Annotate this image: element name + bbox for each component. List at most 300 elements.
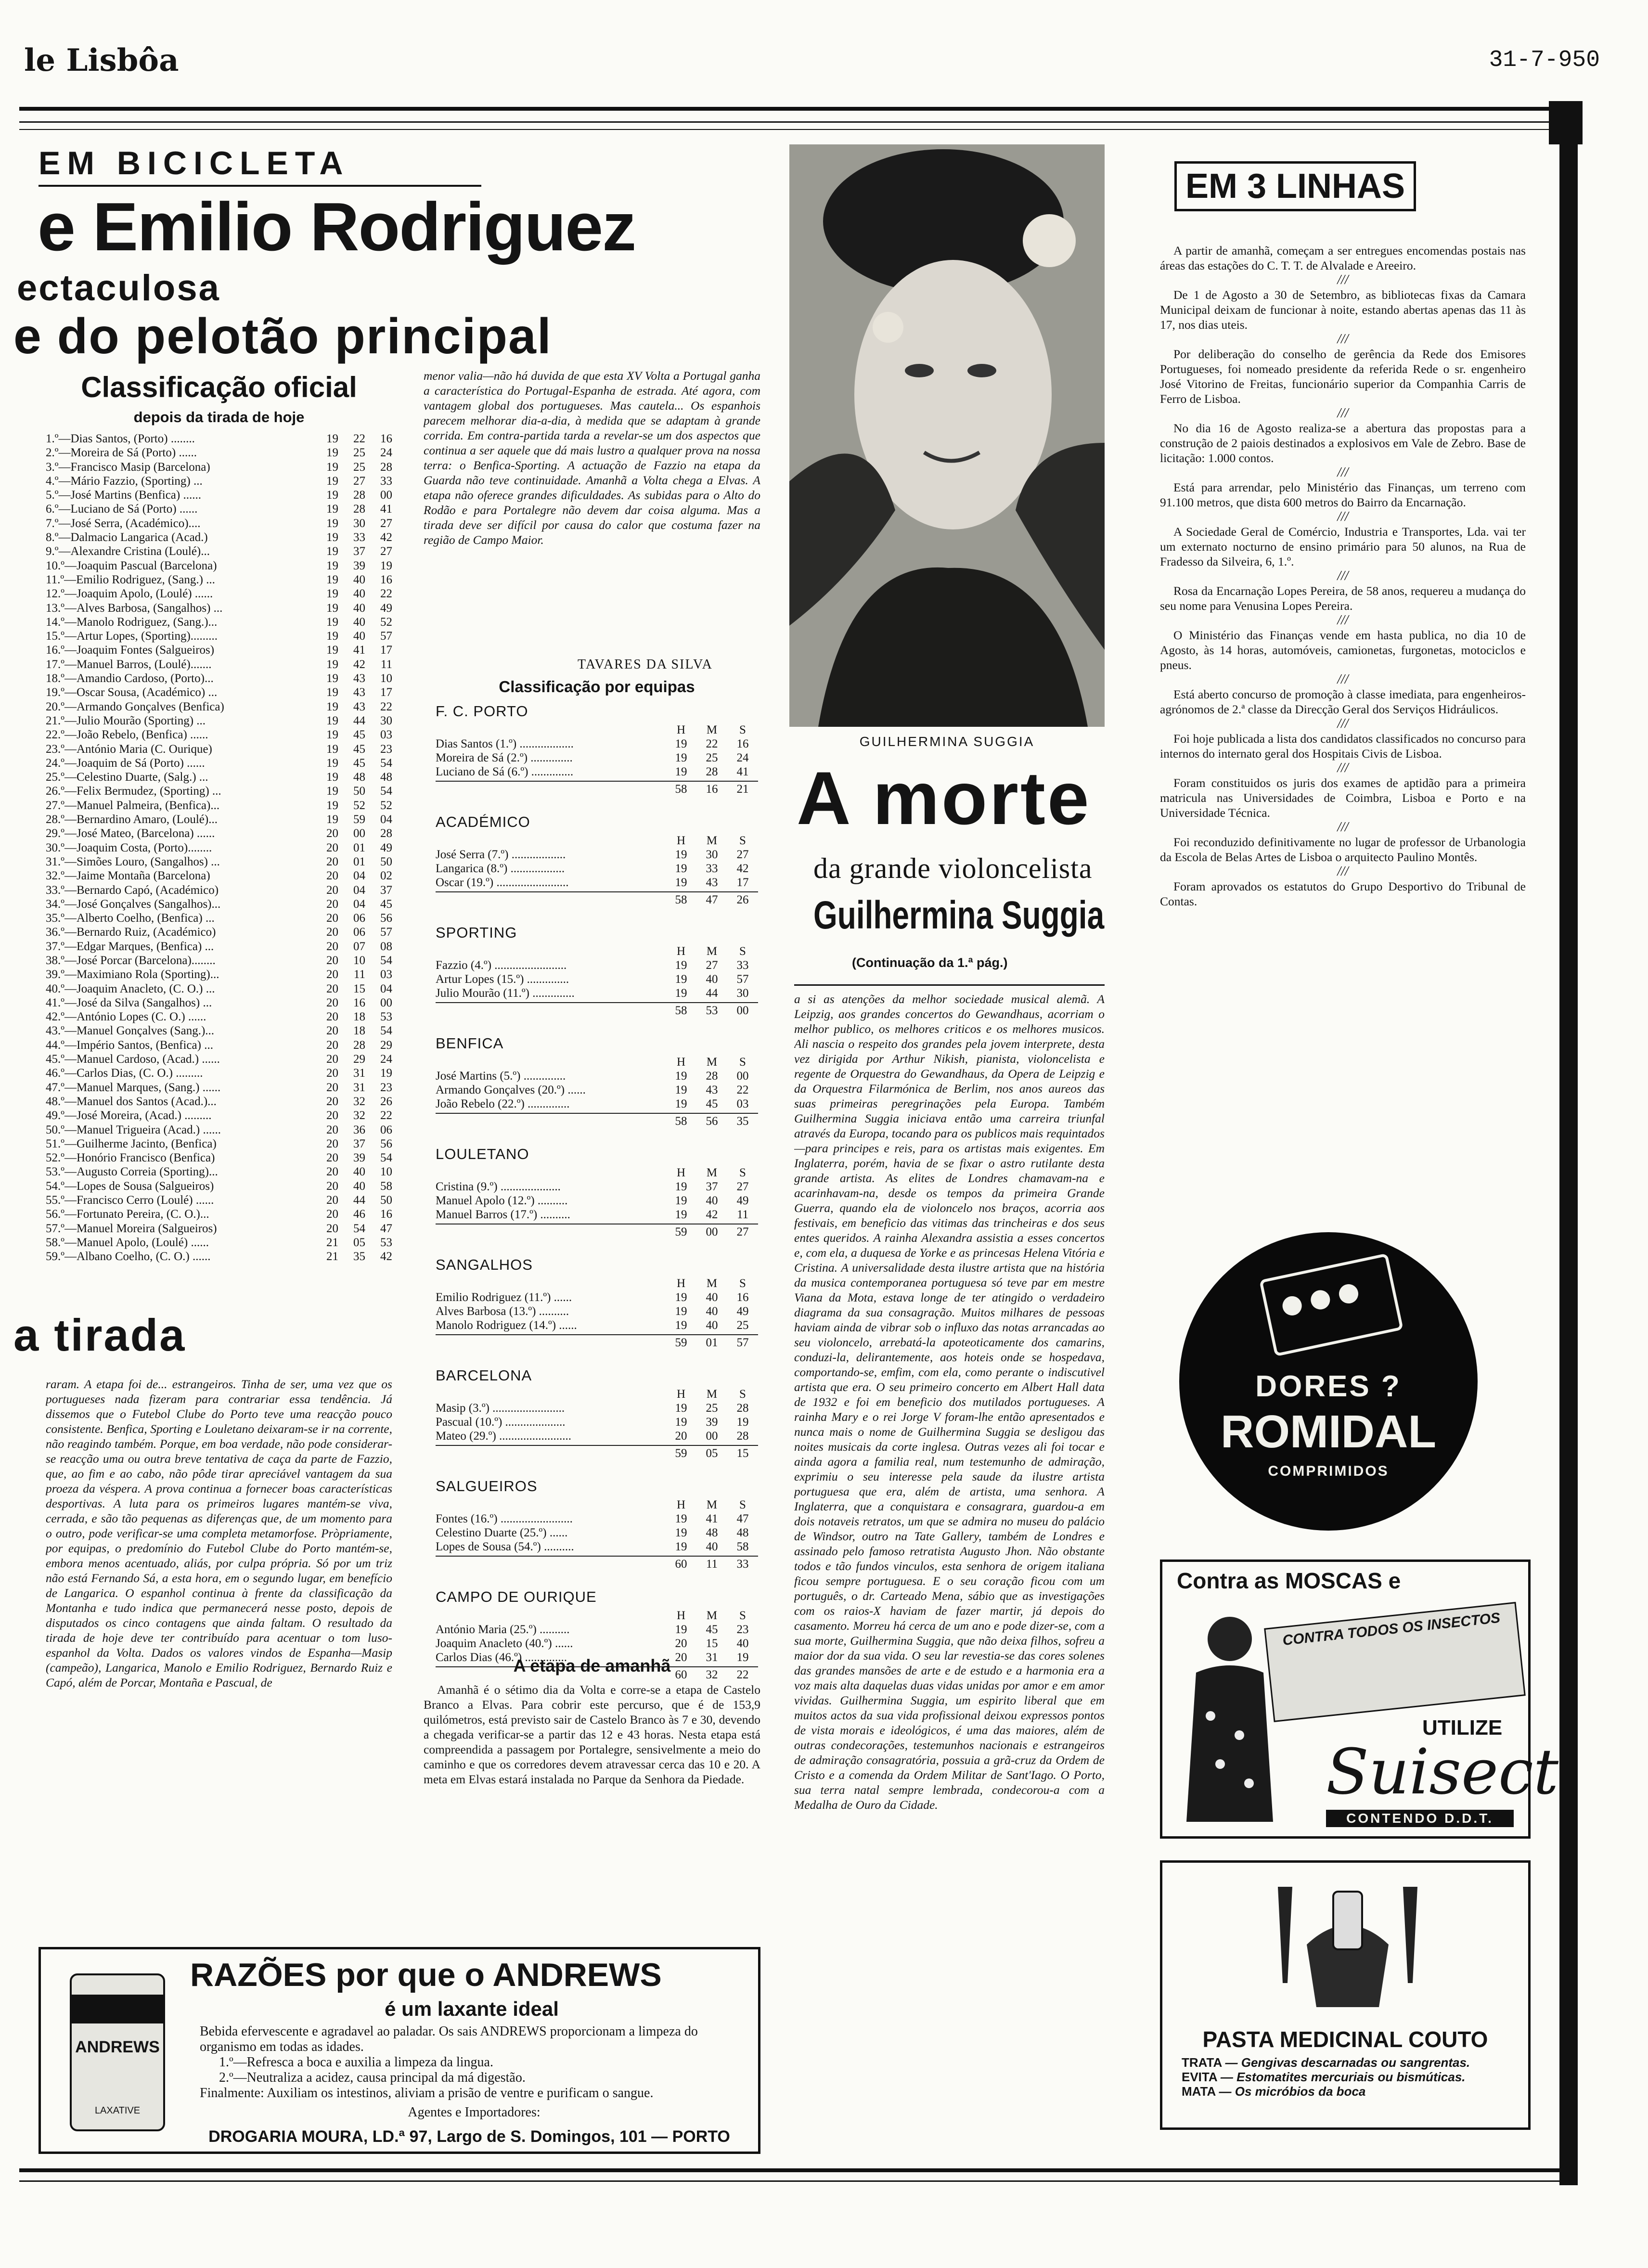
team-rider-time: 16 — [736, 737, 749, 750]
classification-row — [46, 1038, 392, 1052]
header-rule-thin2 — [19, 129, 1559, 130]
rider-time-h: 19 — [326, 432, 338, 445]
team-rider-time: 57 — [736, 973, 749, 986]
news-item: Foram aprovados os estatutos do Grupo Desportivo do Tribunal de Contas. — [1160, 879, 1526, 908]
rider-time-s: 16 — [380, 432, 392, 445]
team-rider-row — [436, 1429, 758, 1443]
team-block — [436, 1035, 758, 1129]
hms-label: S — [739, 1166, 746, 1179]
rider-time-m: 11 — [353, 968, 365, 981]
team-rider-time: 19 — [675, 1208, 687, 1221]
team-rider-time: 40 — [736, 1637, 749, 1650]
rider-time-s: 53 — [380, 1236, 392, 1249]
romidal-question: DORES ? — [1255, 1370, 1402, 1403]
team-total: 59 — [675, 1447, 687, 1460]
rider-time-m: 07 — [353, 940, 365, 953]
team-rider-time: 25 — [706, 1402, 718, 1415]
rider-name: 18.º—Amandio Cardoso, (Porto)... — [46, 672, 214, 685]
classification-row — [46, 756, 392, 770]
rider-time-s: 50 — [380, 1194, 392, 1207]
item-separator: /// — [1337, 272, 1349, 287]
team-rider-time: 19 — [736, 1651, 749, 1664]
classification-row — [46, 1066, 392, 1080]
team-name: F. C. PORTO — [436, 703, 528, 720]
news-item: A Sociedade Geral de Comércio, Industria e Transportes, Lda. vai ter um externato nocturno de ensino primário para 50 alunos, na Rua de Fradesso da Silveira, 6, 1.º. — [1160, 525, 1526, 568]
rider-time-s: 56 — [380, 912, 392, 925]
team-rider-time: 20 — [675, 1637, 687, 1650]
rider-time-s: 47 — [380, 1222, 392, 1235]
hms-label: S — [739, 1277, 746, 1290]
team-total-row — [436, 781, 758, 797]
team-rider-time: 31 — [706, 1651, 718, 1664]
suisect-ad — [1160, 1559, 1559, 1839]
etapa-text: Amanhã é o sétimo dia da Volta e corre-se a etapa de Castelo Branco a Elvas. Para cobrir este percurso, que é de 153,9 quilómetros, está previsto sair de Castelo Branco às 7 e 30, devendo a chegada verificar-se a partir das 12 e 43 horas. Nesta etapa está compreendida a passagem por Portalegre, sensivelmente a meio do caminho e que os corredores devem atravessar cerca das 10 e 20. A meta em Elvas estará instalada no Parque da Senhora da Piedade. — [424, 1683, 760, 1786]
suggia-sub: da grande violoncelista — [813, 852, 1093, 884]
sport-headline: e Emilio Rodriguez — [38, 189, 636, 265]
rider-time-m: 45 — [353, 728, 365, 742]
item-separator: /// — [1337, 465, 1349, 480]
team-rider-row — [436, 848, 758, 862]
rider-time-h: 19 — [326, 460, 338, 474]
team-total: 56 — [706, 1115, 718, 1128]
rider-time-h: 20 — [326, 869, 338, 883]
rider-time-m: 44 — [353, 1194, 365, 1207]
team-rider-time: 19 — [675, 1402, 687, 1415]
rider-name: 43.º—Manuel Gonçalves (Sang.)... — [46, 1024, 215, 1038]
sport-deck2: e do pelotão principal — [13, 309, 552, 364]
team-rider-time: 00 — [736, 1070, 749, 1082]
hms-label: S — [739, 723, 746, 736]
team-rider-name: Oscar (19.º) ........................ — [436, 876, 569, 889]
suisect-banner — [1264, 1602, 1526, 1722]
rider-time-s: 00 — [380, 489, 392, 502]
rider-time-s: 54 — [380, 756, 392, 770]
rider-time-m: 30 — [353, 516, 365, 530]
team-rider-name: Dias Santos (1.º) .................. — [436, 737, 574, 750]
team-hms-header — [436, 1387, 758, 1401]
rider-time-m: 16 — [353, 996, 365, 1009]
classification-list — [46, 432, 392, 1264]
classification-row — [46, 784, 392, 798]
news-item: No dia 16 de Agosto realiza-se a abertura das propostas para a construção de 2 paiois destinados a explosivos em Vale de Zebro. Base de licitação: 1.000 contos. — [1160, 421, 1526, 465]
andrews-agents: Agentes e Importadores: — [408, 2105, 541, 2120]
team-rider-time: 45 — [706, 1097, 718, 1110]
rider-time-m: 36 — [353, 1123, 365, 1136]
classification-row — [46, 671, 392, 685]
team-total: 15 — [736, 1447, 749, 1460]
team-rider-row — [436, 1180, 758, 1194]
rider-time-m: 45 — [353, 742, 365, 756]
rider-time-h: 21 — [326, 1236, 338, 1249]
rider-name: 27.º—Manuel Palmeira, (Benfica)... — [46, 799, 220, 812]
classification-row — [46, 742, 392, 756]
team-rider-time: 33 — [736, 959, 749, 972]
classification-row — [46, 601, 392, 615]
team-rider-row — [436, 1083, 758, 1097]
classification-row — [46, 1095, 392, 1108]
rider-time-m: 32 — [353, 1095, 365, 1108]
rider-time-m: 45 — [353, 756, 365, 770]
rider-time-s: 22 — [380, 1109, 392, 1122]
team-rider-time: 58 — [736, 1540, 749, 1553]
rider-name: 19.º—Oscar Sousa, (Académico) ... — [46, 686, 218, 699]
rider-time-s: 28 — [380, 460, 392, 474]
rider-time-m: 28 — [353, 503, 365, 516]
rider-name: 13.º—Alves Barbosa, (Sangalhos) ... — [46, 601, 223, 615]
rider-name: 57.º—Manuel Moreira (Salgueiros) — [46, 1222, 217, 1235]
rider-time-m: 25 — [353, 460, 365, 474]
hms-label: M — [706, 1056, 718, 1069]
team-rider-name: José Serra (7.º) .................. — [436, 848, 566, 861]
rider-time-s: 54 — [380, 1024, 392, 1038]
team-rider-time: 33 — [706, 862, 718, 875]
team-block — [436, 703, 758, 797]
header-rule-thin — [19, 121, 1559, 123]
rider-time-m: 28 — [353, 489, 365, 502]
team-rider-time: 11 — [736, 1208, 749, 1221]
classification-row — [46, 855, 392, 869]
classification-subtitle: depois da tirada de hoje — [133, 409, 305, 425]
rider-name: 33.º—Bernardo Capó, (Académico) — [46, 883, 219, 897]
team-hms-header — [436, 1609, 758, 1623]
team-rider-row — [436, 1304, 758, 1318]
rider-name: 5.º—José Martins (Benfica) ...... — [46, 489, 201, 502]
rider-time-h: 19 — [326, 489, 338, 502]
rider-name: 11.º—Emilio Rodriguez, (Sang.) ... — [46, 573, 215, 586]
hms-label: H — [676, 945, 686, 958]
rider-time-m: 42 — [353, 657, 365, 671]
rider-name: 40.º—Joaquim Anacleto, (C. O.) ... — [46, 982, 215, 995]
rider-time-m: 22 — [353, 432, 365, 445]
rider-name: 53.º—Augusto Correia (Sporting)... — [46, 1165, 218, 1179]
classification-row — [46, 1222, 392, 1236]
footer-rule — [19, 2168, 1559, 2172]
rider-time-h: 20 — [326, 1095, 338, 1108]
hms-label: M — [706, 1166, 718, 1179]
classification-row — [46, 700, 392, 714]
rider-time-s: 37 — [380, 883, 392, 897]
rider-name: 34.º—José Gonçalves (Sangalhos)... — [46, 897, 221, 911]
team-rider-name: Artur Lopes (15.º) .............. — [436, 973, 569, 986]
classification-row — [46, 446, 392, 460]
rider-name: 41.º—José da Silva (Sangalhos) ... — [46, 996, 212, 1009]
rider-time-h: 20 — [326, 1165, 338, 1179]
hms-label: M — [706, 1609, 718, 1622]
team-rider-time: 40 — [706, 973, 718, 986]
item-separator: /// — [1337, 760, 1349, 775]
team-rider-time: 19 — [675, 848, 687, 861]
rider-name: 35.º—Alberto Coelho, (Benfica) ... — [46, 912, 215, 925]
team-name: LOULETANO — [436, 1146, 529, 1162]
sport-col2-text: menor valia—não há duvida de que esta XV Volta a Portugal ganha a característica do Portugal-Espanha de estrada. Até agora, com vantagem global dos portugueses. Mas cautela... Os espanhois parecem melhorar dia-a-dia, à medida que se adaptam à grande corrida. Em contra-partida tarda a revelar-se um dos aspectos que continua a ser aquele que dá mais lustro a qualquer prova na nossa terra: o Benfica-Sporting. A actuação de Fazzio na etapa da Guarda não teve continuidade. Amanhã a Volta chega a Elvas. A etapa não oferece grandes dificuldades. As subidas para o Alto do Rodão e para Portalegre não devem dar coisa alguma. Mas a tirada deve ser difícil por causa do calor que costuma fazer na região de Campo Maior. — [424, 369, 760, 547]
couto-ad — [1160, 1860, 1531, 2130]
rider-time-s: 17 — [380, 686, 392, 699]
team-rider-time: 28 — [706, 1070, 718, 1082]
rider-time-h: 19 — [326, 516, 338, 530]
team-name: CAMPO DE OURIQUE — [436, 1588, 597, 1605]
classification-row — [46, 897, 392, 911]
classification-row — [46, 967, 392, 981]
rider-time-h: 20 — [326, 968, 338, 981]
classification-row — [46, 1024, 392, 1038]
couto-brand: PASTA MEDICINAL COUTO — [1202, 2027, 1488, 2052]
rider-time-h: 19 — [326, 756, 338, 770]
rider-time-h: 20 — [326, 1053, 338, 1066]
rider-time-m: 43 — [353, 700, 365, 713]
rider-time-s: 57 — [380, 926, 392, 939]
team-hms-header — [436, 944, 758, 958]
rider-time-h: 19 — [326, 742, 338, 756]
classification-row — [46, 488, 392, 502]
team-total: 26 — [736, 893, 749, 906]
rider-time-m: 48 — [353, 771, 365, 784]
team-rider-name: Celestino Duarte (25.º) ...... — [436, 1526, 568, 1539]
andrews-point1: 1.º—Refresca a boca e auxilia a limpeza da lingua. — [219, 2055, 493, 2070]
rider-time-m: 04 — [353, 883, 365, 897]
team-rider-row — [436, 958, 758, 972]
rider-time-m: 40 — [353, 630, 365, 643]
andrews-copy — [200, 2024, 748, 2120]
team-rider-name: Cristina (9.º) .................... — [436, 1180, 561, 1193]
team-rider-row — [436, 1097, 758, 1111]
classification-row — [46, 657, 392, 671]
classification-row — [46, 869, 392, 883]
rider-time-m: 54 — [353, 1222, 365, 1235]
sport-kicker: EM BICICLETA — [39, 144, 481, 187]
team-rider-time: 27 — [736, 1180, 749, 1193]
classification-row — [46, 474, 392, 488]
rider-time-m: 44 — [353, 714, 365, 727]
rider-time-h: 20 — [326, 996, 338, 1009]
rider-time-h: 20 — [326, 940, 338, 953]
team-name: BARCELONA — [436, 1367, 532, 1384]
rider-time-s: 54 — [380, 1151, 392, 1165]
rider-time-s: 49 — [380, 841, 392, 854]
team-name: BENFICA — [436, 1035, 504, 1052]
classification-row — [46, 826, 392, 840]
team-rider-time: 40 — [706, 1194, 718, 1207]
andrews-tin-sub: LAXATIVE — [94, 2105, 141, 2116]
rider-time-m: 37 — [353, 545, 365, 558]
andrews-title: RAZÕES por que o ANDREWS — [190, 1957, 662, 1993]
team-total: 32 — [706, 1668, 718, 1681]
couto-claim-trata: TRATA — Gengivas descarnadas ou sangrentas. — [1182, 2055, 1470, 2070]
team-rider-time: 19 — [675, 1526, 687, 1539]
rider-time-m: 39 — [353, 559, 365, 572]
team-rider-row — [436, 751, 758, 765]
rider-time-s: 42 — [380, 531, 392, 544]
classification-row — [46, 1010, 392, 1024]
team-rider-row — [436, 1401, 758, 1415]
team-rider-time: 44 — [706, 987, 718, 1000]
team-rider-name: Fazzio (4.º) ........................ — [436, 959, 567, 972]
team-total-row — [436, 1334, 758, 1351]
rider-time-s: 30 — [380, 714, 392, 727]
team-name: SPORTING — [436, 924, 517, 941]
classification-row — [46, 982, 392, 996]
news-item: A partir de amanhã, começam a ser entregues encomendas postais nas áreas das estações do C. T. T. de Alvalade e Areeiro. — [1160, 244, 1526, 272]
classification-row — [46, 883, 392, 897]
team-rider-time: 16 — [736, 1291, 749, 1304]
rider-time-m: 52 — [353, 799, 365, 812]
classification-row — [46, 940, 392, 954]
rider-name: 16.º—Joaquim Fontes (Salgueiros) — [46, 644, 215, 657]
rider-time-h: 20 — [326, 1024, 338, 1038]
news-item: De 1 de Agosto a 30 de Setembro, as bibliotecas fixas da Camara Municipal deixam de funcionar à noite, estando abertas apenas das 11 às 17, nos dias uteis. — [1160, 288, 1526, 332]
hms-label: S — [739, 1056, 746, 1069]
team-total: 57 — [736, 1336, 749, 1349]
rider-time-h: 20 — [326, 827, 338, 840]
team-rider-time: 45 — [706, 1623, 718, 1636]
rider-time-s: 52 — [380, 615, 392, 629]
rider-time-m: 31 — [353, 1081, 365, 1094]
team-rider-row — [436, 1290, 758, 1304]
team-rider-time: 49 — [736, 1194, 749, 1207]
team-rider-time: 48 — [706, 1526, 718, 1539]
rider-time-s: 24 — [380, 446, 392, 460]
classification-row — [46, 1179, 392, 1193]
hms-label: M — [706, 1388, 718, 1401]
andrews-line1: Bebida efervescente e agradavel ao paladar. Os sais ANDREWS proporcionam a limpeza do organismo em todas as idades. — [200, 2024, 698, 2054]
team-rider-time: 19 — [675, 1512, 687, 1525]
rider-time-m: 40 — [353, 601, 365, 615]
romidal-brand: ROMIDAL — [1221, 1406, 1436, 1457]
team-rider-time: 43 — [706, 1083, 718, 1096]
item-separator: /// — [1337, 716, 1349, 731]
team-total: 58 — [675, 783, 687, 796]
team-rider-row — [436, 1208, 758, 1222]
suisect-ddt: CONTENDO D.D.T. — [1326, 1810, 1514, 1827]
item-separator: /// — [1337, 613, 1349, 628]
item-separator: /// — [1337, 509, 1349, 524]
rider-name: 54.º—Lopes de Sousa (Salgueiros) — [46, 1179, 214, 1193]
team-classification — [436, 703, 758, 1699]
team-rider-time: 19 — [675, 1319, 687, 1332]
rider-time-s: 19 — [380, 1067, 392, 1080]
couto-tube-illustration — [1239, 1877, 1456, 2017]
rider-time-h: 19 — [326, 657, 338, 671]
rider-time-s: 53 — [380, 1010, 392, 1024]
rider-time-m: 05 — [353, 1236, 365, 1249]
rider-time-s: 57 — [380, 630, 392, 643]
team-block — [436, 813, 758, 908]
andrews-ad — [39, 1947, 760, 2154]
etapa-title: A etapa de amanhã — [513, 1656, 671, 1675]
rider-name: 31.º—Simões Louro, (Sangalhos) ... — [46, 855, 220, 868]
rider-name: 58.º—Manuel Apolo, (Loulé) ...... — [46, 1236, 209, 1249]
team-total: 33 — [736, 1558, 749, 1571]
classification-row — [46, 1250, 392, 1263]
rider-time-h: 20 — [326, 1208, 338, 1221]
team-rider-time: 19 — [736, 1416, 749, 1429]
team-rider-time: 17 — [736, 876, 749, 889]
team-rider-time: 19 — [675, 973, 687, 986]
suisect-use: UTILIZE — [1422, 1716, 1503, 1740]
classification-row — [46, 911, 392, 925]
rider-time-h: 20 — [326, 855, 338, 868]
team-rider-time: 19 — [675, 987, 687, 1000]
rider-time-m: 31 — [353, 1067, 365, 1080]
rider-time-h: 19 — [326, 714, 338, 727]
classification-row — [46, 544, 392, 558]
team-rider-name: Manolo Rodriguez (14.º) ...... — [436, 1319, 577, 1332]
em3linhas-list — [1160, 243, 1526, 909]
team-rider-row — [436, 765, 758, 779]
rider-name: 59.º—Albano Coelho, (C. O.) ...... — [46, 1250, 211, 1263]
rider-time-s: 58 — [380, 1179, 392, 1193]
team-rider-time: 19 — [675, 1540, 687, 1553]
rider-name: 25.º—Celestino Duarte, (Salg.) ... — [46, 771, 208, 784]
rider-time-m: 18 — [353, 1024, 365, 1038]
team-rider-name: Luciano de Sá (6.º) .............. — [436, 765, 574, 778]
team-rider-row — [436, 1194, 758, 1208]
rider-time-h: 21 — [326, 1250, 338, 1263]
team-rider-name: Carlos Dias (46.º) .............. — [436, 1651, 567, 1664]
rider-name: 46.º—Carlos Dias, (C. O.) ......... — [46, 1067, 203, 1080]
romidal-ad — [1179, 1232, 1478, 1531]
rider-time-h: 20 — [326, 1067, 338, 1080]
team-hms-header — [436, 723, 758, 737]
hms-label: H — [676, 723, 686, 736]
news-item: Rosa da Encarnação Lopes Pereira, de 58 anos, requereu a mudança do seu nome para Venusina Lopes Pereira. — [1160, 584, 1526, 613]
team-total: 00 — [736, 1004, 749, 1017]
rider-time-s: 24 — [380, 1053, 392, 1066]
andrews-tin — [70, 1973, 165, 2131]
rider-time-s: 50 — [380, 855, 392, 868]
hms-label: S — [739, 945, 746, 958]
rider-time-s: 03 — [380, 968, 392, 981]
classification-row — [46, 1137, 392, 1151]
rider-name: 22.º—João Rebelo, (Benfica) ...... — [46, 728, 208, 742]
andrews-subtitle: é um laxante ideal — [385, 1997, 559, 2020]
rider-time-m: 06 — [353, 926, 365, 939]
team-rider-row — [436, 972, 758, 986]
team-rider-time: 28 — [736, 1402, 749, 1415]
team-rider-time: 19 — [675, 959, 687, 972]
rider-time-s: 41 — [380, 503, 392, 516]
hms-label: M — [706, 723, 718, 736]
suisect-brand: Suisect — [1326, 1735, 1559, 1808]
rider-time-s: 49 — [380, 601, 392, 615]
rider-name: 56.º—Fortunato Pereira, (C. O.)... — [46, 1208, 209, 1221]
suggia-continuation: (Continuação da 1.ª pág.) — [852, 955, 1008, 970]
rider-name: 8.º—Dalmacio Langarica (Acad.) — [46, 531, 208, 544]
rider-time-h: 19 — [326, 474, 338, 488]
rider-time-h: 19 — [326, 799, 338, 812]
team-rider-name: Lopes de Sousa (54.º) .......... — [436, 1540, 574, 1553]
rider-time-s: 28 — [380, 827, 392, 840]
classification-row — [46, 1123, 392, 1137]
team-rider-name: António Maria (25.º) .......... — [436, 1623, 570, 1636]
rider-time-h: 19 — [326, 630, 338, 643]
team-total-row — [436, 1556, 758, 1572]
classification-title: Classificação oficial — [81, 371, 357, 403]
classification-row — [46, 1151, 392, 1165]
rider-time-s: 10 — [380, 1165, 392, 1179]
rider-time-m: 37 — [353, 1137, 365, 1150]
rider-name: 51.º—Guilherme Jacinto, (Benfica) — [46, 1137, 217, 1150]
rider-time-h: 19 — [326, 672, 338, 685]
rider-time-h: 19 — [326, 601, 338, 615]
team-block — [436, 1146, 758, 1240]
hms-label: S — [739, 834, 746, 847]
rider-time-s: 16 — [380, 1208, 392, 1221]
rider-time-h: 20 — [326, 1081, 338, 1094]
rider-name: 45.º—Manuel Cardoso, (Acad.) ...... — [46, 1053, 220, 1066]
team-rider-time: 24 — [736, 751, 749, 764]
team-rider-time: 40 — [706, 1319, 718, 1332]
rider-name: 3.º—Francisco Masip (Barcelona) — [46, 460, 210, 474]
